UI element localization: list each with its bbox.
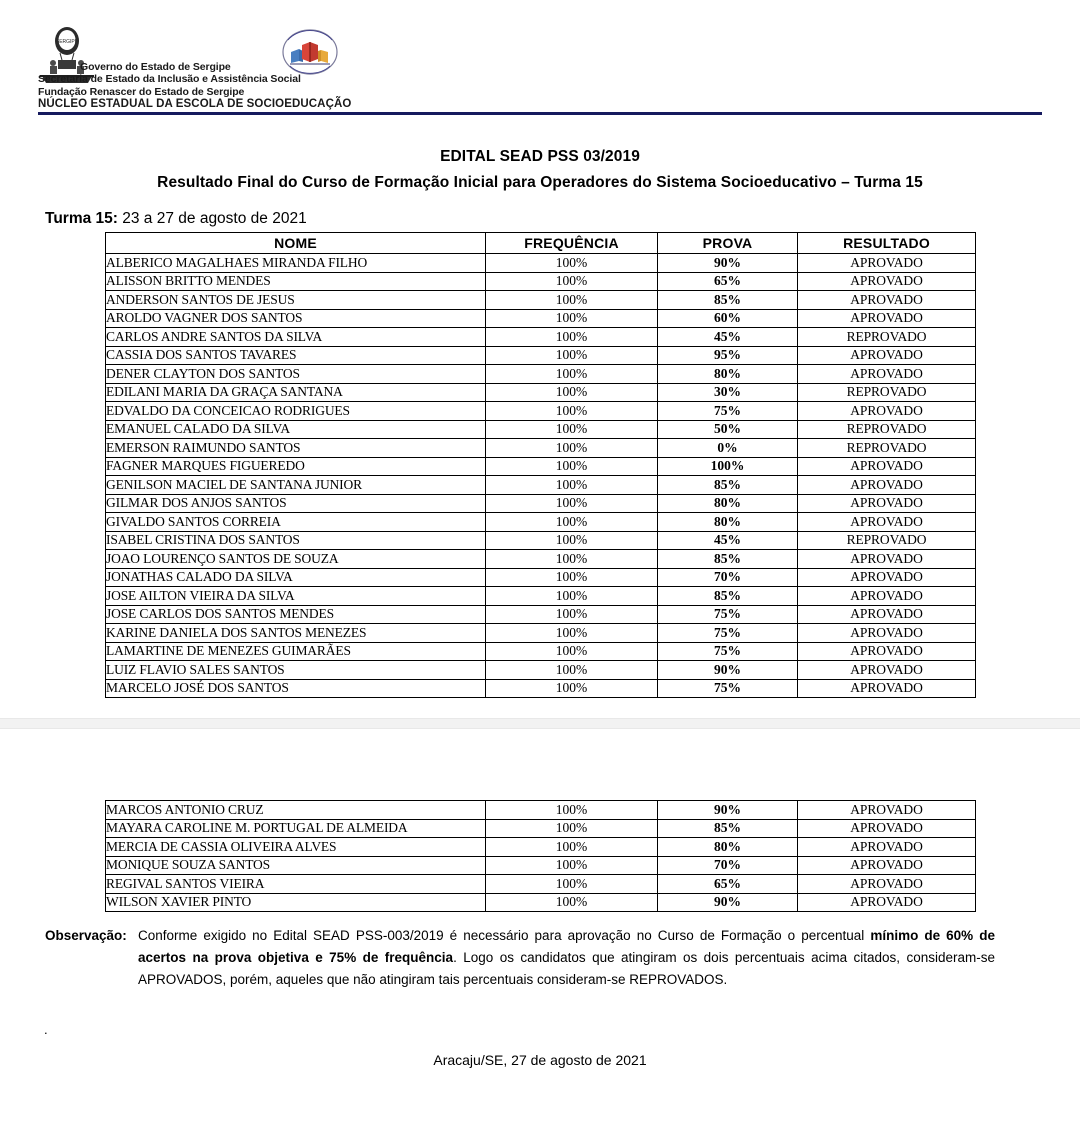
cell-resultado: APROVADO: [798, 642, 976, 661]
table-header-row: [106, 233, 976, 254]
table-row: [106, 494, 976, 513]
table-row: [106, 568, 976, 587]
cell-resultado: APROVADO: [798, 661, 976, 680]
cell-nome: CARLOS ANDRE SANTOS DA SILVA: [106, 328, 486, 347]
document-subtitle: Resultado Final do Curso de Formação Inicial para Operadores do Sistema Socioeducativo – Turma 15: [157, 174, 923, 191]
results-table-body-page1: [106, 254, 976, 698]
cell-frequencia: 100%: [486, 550, 658, 569]
observacao-text-part2: . Logo os candidatos que atingiram os dois percentuais acima citados, consideram-se APROVADOS, porém, aqueles que não atingiram tais percentuais consideram-se REPROVADOS.: [138, 949, 995, 987]
cell-prova: 75%: [658, 402, 798, 421]
cell-resultado: APROVADO: [798, 801, 976, 820]
cell-frequencia: 100%: [486, 476, 658, 495]
cell-resultado: APROVADO: [798, 838, 976, 857]
cell-prova: 45%: [658, 531, 798, 550]
cell-frequencia: 100%: [486, 346, 658, 365]
column-header-nome: NOME: [106, 233, 486, 254]
svg-text:SERGIPE: SERGIPE: [55, 39, 79, 45]
cell-resultado: APROVADO: [798, 513, 976, 532]
table-row: [106, 875, 976, 894]
cell-nome: MERCIA DE CASSIA OLIVEIRA ALVES: [106, 838, 486, 857]
cell-prova: 70%: [658, 568, 798, 587]
table-row: [106, 402, 976, 421]
cell-nome: GIVALDO SANTOS CORREIA: [106, 513, 486, 532]
cell-prova: 60%: [658, 309, 798, 328]
column-header-prova: PROVA: [658, 233, 798, 254]
cell-frequencia: 100%: [486, 605, 658, 624]
cell-frequencia: 100%: [486, 838, 658, 857]
observacao-block: [45, 925, 995, 991]
cell-resultado: REPROVADO: [798, 420, 976, 439]
cell-frequencia: 100%: [486, 402, 658, 421]
cell-frequencia: 100%: [486, 875, 658, 894]
observacao-label: Observação:: [45, 928, 127, 943]
cell-prova: 85%: [658, 819, 798, 838]
stray-punctuation-mark: .: [44, 1022, 48, 1037]
cell-prova: 90%: [658, 801, 798, 820]
cell-frequencia: 100%: [486, 291, 658, 310]
cell-frequencia: 100%: [486, 513, 658, 532]
cell-nome: LAMARTINE DE MENEZES GUIMARÃES: [106, 642, 486, 661]
cell-nome: KARINE DANIELA DOS SANTOS MENEZES: [106, 624, 486, 643]
table-row: [106, 291, 976, 310]
table-row: [106, 893, 976, 912]
cell-frequencia: 100%: [486, 457, 658, 476]
table-row: [106, 346, 976, 365]
turma-dates: 23 a 27 de agosto de 2021: [122, 210, 307, 227]
observacao-text-part1: Conforme exigido no Edital SEAD PSS-003/2019 é necessário para aprovação no Curso de Formação o percentual: [138, 928, 871, 943]
cell-prova: 90%: [658, 893, 798, 912]
cell-resultado: REPROVADO: [798, 328, 976, 347]
cell-nome: MAYARA CAROLINE M. PORTUGAL DE ALMEIDA: [106, 819, 486, 838]
cell-resultado: APROVADO: [798, 568, 976, 587]
cell-nome: DENER CLAYTON DOS SANTOS: [106, 365, 486, 384]
document-header: [0, 0, 1080, 120]
cell-resultado: REPROVADO: [798, 439, 976, 458]
cell-prova: 45%: [658, 328, 798, 347]
observacao-text-bold: mínimo de 60% de acertos na prova objetiva e 75% de frequência: [138, 928, 995, 965]
cell-nome: MONIQUE SOUZA SANTOS: [106, 856, 486, 875]
table-row: [106, 439, 976, 458]
cell-nome: LUIZ FLAVIO SALES SANTOS: [106, 661, 486, 680]
cell-prova: 75%: [658, 605, 798, 624]
cell-resultado: APROVADO: [798, 605, 976, 624]
cell-frequencia: 100%: [486, 587, 658, 606]
cell-resultado: APROVADO: [798, 856, 976, 875]
table-row: [106, 605, 976, 624]
cell-frequencia: 100%: [486, 531, 658, 550]
cell-prova: 90%: [658, 254, 798, 273]
cell-prova: 80%: [658, 513, 798, 532]
cell-resultado: APROVADO: [798, 624, 976, 643]
cell-prova: 85%: [658, 550, 798, 569]
cell-frequencia: 100%: [486, 679, 658, 698]
org-line-secretaria: Secretaria de Estado da Inclusão e Assistência Social: [38, 73, 301, 86]
cell-nome: ANDERSON SANTOS DE JESUS: [106, 291, 486, 310]
table-row: [106, 365, 976, 384]
results-table-body-page2: [106, 801, 976, 912]
org-line-nucleo: NÚCLEO ESTADUAL DA ESCOLA DE SOCIOEDUCAÇÃO: [38, 98, 352, 111]
cell-frequencia: 100%: [486, 254, 658, 273]
table-row: [106, 309, 976, 328]
document-title-block: [0, 148, 1080, 192]
table-row: [106, 819, 976, 838]
cell-prova: 65%: [658, 875, 798, 894]
cell-prova: 80%: [658, 838, 798, 857]
org-line-governo: Governo do Estado de Sergipe: [80, 61, 231, 73]
cell-nome: MARCELO JOSÉ DOS SANTOS: [106, 679, 486, 698]
cell-nome: ALISSON BRITTO MENDES: [106, 272, 486, 291]
table-row: [106, 679, 976, 698]
cell-frequencia: 100%: [486, 365, 658, 384]
table-row: [106, 254, 976, 273]
cell-nome: JOSE AILTON VIEIRA DA SILVA: [106, 587, 486, 606]
cell-prova: 95%: [658, 346, 798, 365]
cell-resultado: APROVADO: [798, 272, 976, 291]
cell-resultado: APROVADO: [798, 550, 976, 569]
cell-resultado: APROVADO: [798, 291, 976, 310]
table-row: [106, 272, 976, 291]
cell-nome: EDILANI MARIA DA GRAÇA SANTANA: [106, 383, 486, 402]
cell-nome: EMERSON RAIMUNDO SANTOS: [106, 439, 486, 458]
table-row: [106, 531, 976, 550]
observacao-text: [138, 925, 995, 991]
cell-resultado: APROVADO: [798, 875, 976, 894]
cell-frequencia: 100%: [486, 272, 658, 291]
cell-prova: 50%: [658, 420, 798, 439]
table-row: [106, 838, 976, 857]
results-table-page2: [105, 800, 976, 912]
cell-prova: 80%: [658, 494, 798, 513]
table-row: [106, 476, 976, 495]
turma-info-line: [45, 210, 307, 228]
cell-nome: CASSIA DOS SANTOS TAVARES: [106, 346, 486, 365]
cell-frequencia: 100%: [486, 309, 658, 328]
table-row: [106, 661, 976, 680]
table-row: [106, 624, 976, 643]
cell-nome: MARCOS ANTONIO CRUZ: [106, 801, 486, 820]
cell-frequencia: 100%: [486, 439, 658, 458]
cell-prova: 80%: [658, 365, 798, 384]
cell-nome: ALBERICO MAGALHAES MIRANDA FILHO: [106, 254, 486, 273]
table-row: [106, 856, 976, 875]
cell-resultado: APROVADO: [798, 587, 976, 606]
cell-prova: 90%: [658, 661, 798, 680]
column-header-resultado: RESULTADO: [798, 233, 976, 254]
table-row: [106, 328, 976, 347]
escola-socioeducacao-logo-icon: [282, 28, 338, 76]
column-header-frequencia: FREQUÊNCIA: [486, 233, 658, 254]
header-divider-rule: [38, 112, 1042, 115]
table-row: [106, 420, 976, 439]
cell-prova: 65%: [658, 272, 798, 291]
cell-frequencia: 100%: [486, 420, 658, 439]
cell-nome: JONATHAS CALADO DA SILVA: [106, 568, 486, 587]
cell-resultado: APROVADO: [798, 309, 976, 328]
cell-frequencia: 100%: [486, 819, 658, 838]
cell-prova: 85%: [658, 291, 798, 310]
cell-nome: JOAO LOURENÇO SANTOS DE SOUZA: [106, 550, 486, 569]
cell-resultado: REPROVADO: [798, 383, 976, 402]
cell-nome: REGIVAL SANTOS VIEIRA: [106, 875, 486, 894]
cell-nome: GILMAR DOS ANJOS SANTOS: [106, 494, 486, 513]
cell-resultado: APROVADO: [798, 402, 976, 421]
org-line-fundacao: Fundação Renascer do Estado de Sergipe: [38, 85, 245, 98]
cell-prova: 85%: [658, 587, 798, 606]
cell-resultado: APROVADO: [798, 679, 976, 698]
cell-frequencia: 100%: [486, 801, 658, 820]
cell-frequencia: 100%: [486, 568, 658, 587]
cell-resultado: APROVADO: [798, 365, 976, 384]
table-row: [106, 550, 976, 569]
cell-frequencia: 100%: [486, 661, 658, 680]
cell-prova: 0%: [658, 439, 798, 458]
cell-frequencia: 100%: [486, 328, 658, 347]
results-table-page1: [105, 232, 976, 698]
cell-prova: 75%: [658, 624, 798, 643]
cell-resultado: APROVADO: [798, 476, 976, 495]
cell-nome: ISABEL CRISTINA DOS SANTOS: [106, 531, 486, 550]
footer-place-date: Aracaju/SE, 27 de agosto de 2021: [433, 1052, 647, 1068]
edital-title: EDITAL SEAD PSS 03/2019: [440, 148, 640, 165]
cell-frequencia: 100%: [486, 494, 658, 513]
cell-nome: AROLDO VAGNER DOS SANTOS: [106, 309, 486, 328]
cell-nome: EDVALDO DA CONCEICAO RODRIGUES: [106, 402, 486, 421]
cell-nome: EMANUEL CALADO DA SILVA: [106, 420, 486, 439]
cell-resultado: REPROVADO: [798, 531, 976, 550]
page-break-separator: [0, 718, 1080, 729]
table-row: [106, 642, 976, 661]
table-row: [106, 587, 976, 606]
cell-resultado: APROVADO: [798, 346, 976, 365]
cell-resultado: APROVADO: [798, 893, 976, 912]
table-row: [106, 457, 976, 476]
cell-frequencia: 100%: [486, 624, 658, 643]
cell-prova: 85%: [658, 476, 798, 495]
cell-nome: FAGNER MARQUES FIGUEREDO: [106, 457, 486, 476]
cell-prova: 70%: [658, 856, 798, 875]
table-row: [106, 801, 976, 820]
cell-prova: 100%: [658, 457, 798, 476]
cell-frequencia: 100%: [486, 383, 658, 402]
cell-resultado: APROVADO: [798, 457, 976, 476]
turma-label: Turma 15:: [45, 210, 118, 227]
cell-frequencia: 100%: [486, 893, 658, 912]
cell-frequencia: 100%: [486, 856, 658, 875]
cell-prova: 75%: [658, 642, 798, 661]
cell-prova: 75%: [658, 679, 798, 698]
cell-frequencia: 100%: [486, 642, 658, 661]
cell-nome: JOSE CARLOS DOS SANTOS MENDES: [106, 605, 486, 624]
cell-resultado: APROVADO: [798, 819, 976, 838]
cell-resultado: APROVADO: [798, 254, 976, 273]
cell-resultado: APROVADO: [798, 494, 976, 513]
cell-prova: 30%: [658, 383, 798, 402]
cell-nome: WILSON XAVIER PINTO: [106, 893, 486, 912]
table-row: [106, 513, 976, 532]
cell-nome: GENILSON MACIEL DE SANTANA JUNIOR: [106, 476, 486, 495]
table-row: [106, 383, 976, 402]
